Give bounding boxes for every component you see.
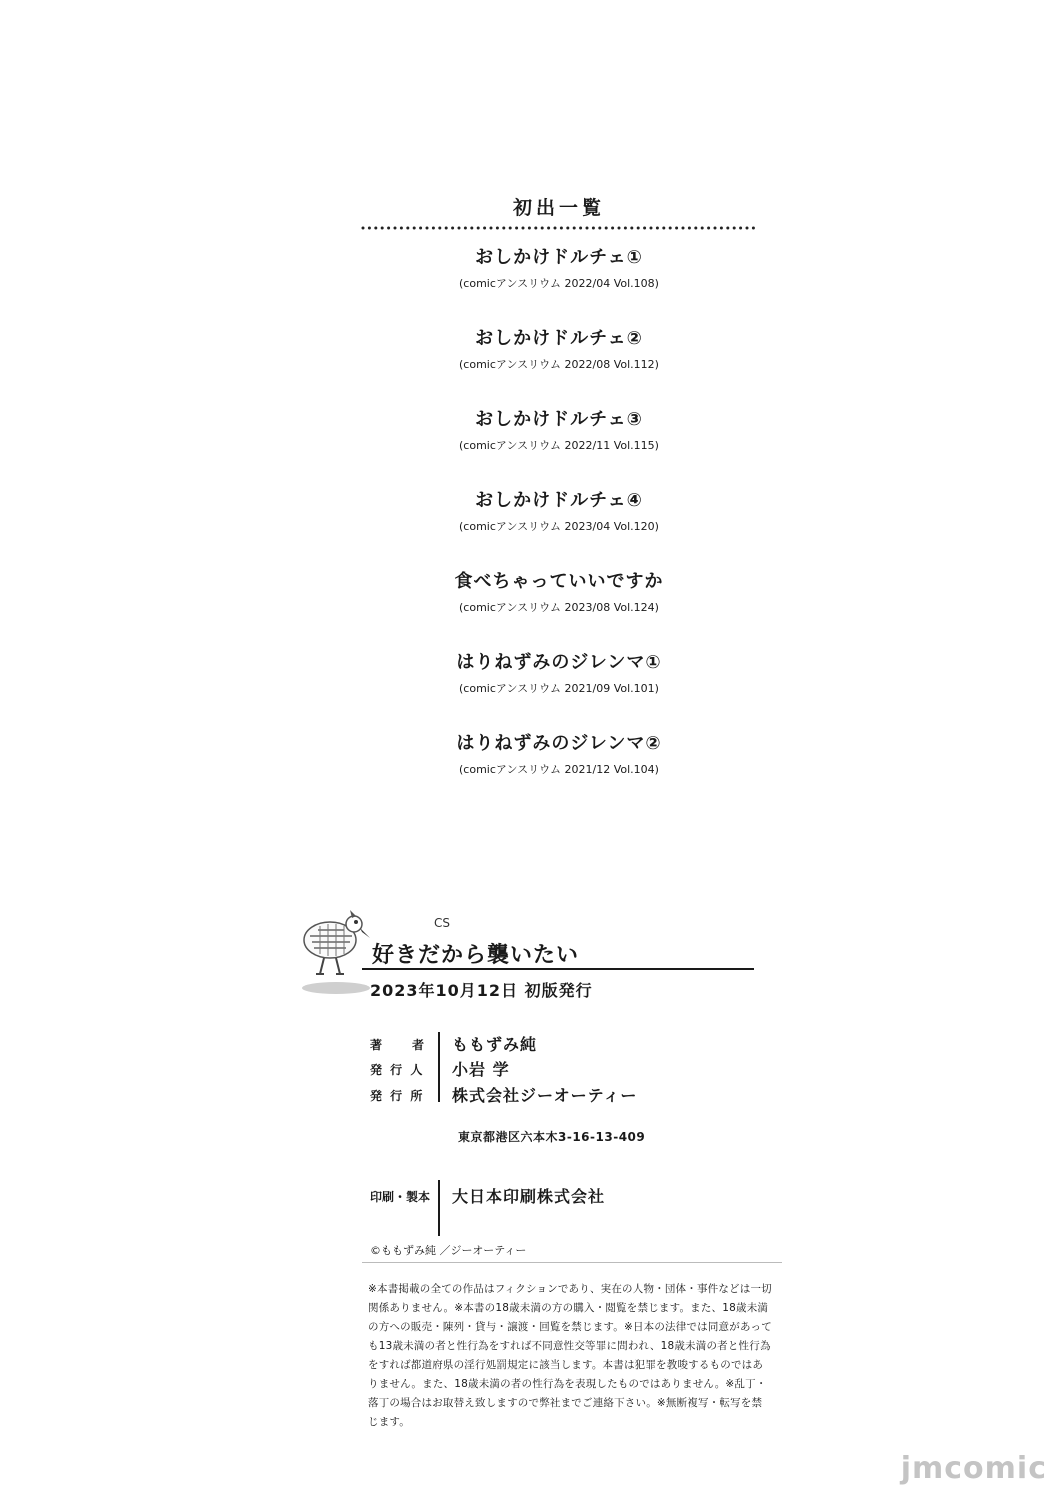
list-item xyxy=(0,490,1057,534)
story-source: (comicアンスリウム 2023/08 Vol.124) xyxy=(459,601,659,614)
story-title: はりねずみのジレンマ② xyxy=(456,733,662,754)
bird-mascot-icon xyxy=(300,908,372,998)
book-title: 好きだから襲いたい xyxy=(372,943,580,968)
publisher-address: 東京都港区六本木3-16-13-409 xyxy=(458,1130,646,1144)
story-source: (comicアンスリウム 2022/11 Vol.115) xyxy=(459,439,659,452)
series-label: CS xyxy=(434,916,450,930)
copyright-line: ©ももずみ純 ／ジーオーティー xyxy=(370,1244,527,1257)
credit-value-printer: 大日本印刷株式会社 xyxy=(452,1187,606,1206)
story-title: はりねずみのジレンマ① xyxy=(456,652,662,673)
list-item xyxy=(0,571,1057,615)
story-title: おしかけドルチェ④ xyxy=(475,490,643,511)
credit-label-publisher-person: 発 行 人 xyxy=(370,1063,425,1077)
story-title: おしかけドルチェ① xyxy=(475,247,643,268)
list-item xyxy=(0,328,1057,372)
story-source: (comicアンスリウム 2022/04 Vol.108) xyxy=(459,277,659,290)
credit-label-publisher: 発 行 所 xyxy=(370,1089,425,1103)
notice-divider xyxy=(362,1262,782,1263)
credit-label-author: 著 者 xyxy=(370,1038,427,1052)
watermark: jmcomic xyxy=(900,1451,1047,1486)
list-item xyxy=(0,652,1057,696)
story-title: 食べちゃっていいですか xyxy=(454,571,664,592)
title-underline xyxy=(362,968,754,970)
story-source: (comicアンスリウム 2022/08 Vol.112) xyxy=(459,358,659,371)
story-title: おしかけドルチェ③ xyxy=(475,409,643,430)
story-source: (comicアンスリウム 2021/09 Vol.101) xyxy=(459,682,659,695)
legal-notice: ※本書掲載の全ての作品はフィクションであり、実在の人物・団体・事件などは一切関係ありません。※本書の18歳未満の方の購入・閲覧を禁じます。また、18歳未満の方への販売・陳列・貸与・譲渡・回覧を禁じます。※日本の法律では同意があっても13歳未満の者と性行為をすれば不同意性交等罪に問われ、18歳未満の者と性行為をすれば都道府県の淫行処罰規定に該当します。本書は犯罪を教唆するものではありません。また、18歳未満の者の性行為を表現したものではありません。※乱丁・落丁の場合はお取替え致しますので弊社までご連絡下さい。※無断複写・転写を禁じます。 xyxy=(368,1283,772,1428)
credit-value-author: ももずみ純 xyxy=(452,1035,538,1054)
list-item xyxy=(0,247,1057,291)
story-source: (comicアンスリウム 2023/04 Vol.120) xyxy=(459,520,659,533)
list-item xyxy=(0,409,1057,453)
credit-value-publisher-person: 小岩 学 xyxy=(452,1060,510,1079)
story-source: (comicアンスリウム 2021/12 Vol.104) xyxy=(459,763,659,776)
story-title: おしかけドルチェ② xyxy=(475,328,643,349)
list-item xyxy=(0,733,1057,777)
credit-separator xyxy=(438,1180,440,1236)
credit-separator xyxy=(438,1032,440,1102)
dotted-divider xyxy=(361,224,755,232)
credit-value-publisher: 株式会社ジーオーティー xyxy=(452,1086,638,1105)
credit-label-printer: 印刷・製本 xyxy=(370,1190,431,1204)
first-appearance-heading: 初出一覧 xyxy=(512,197,605,219)
publication-date: 2023年10月12日 初版発行 xyxy=(370,981,593,1000)
